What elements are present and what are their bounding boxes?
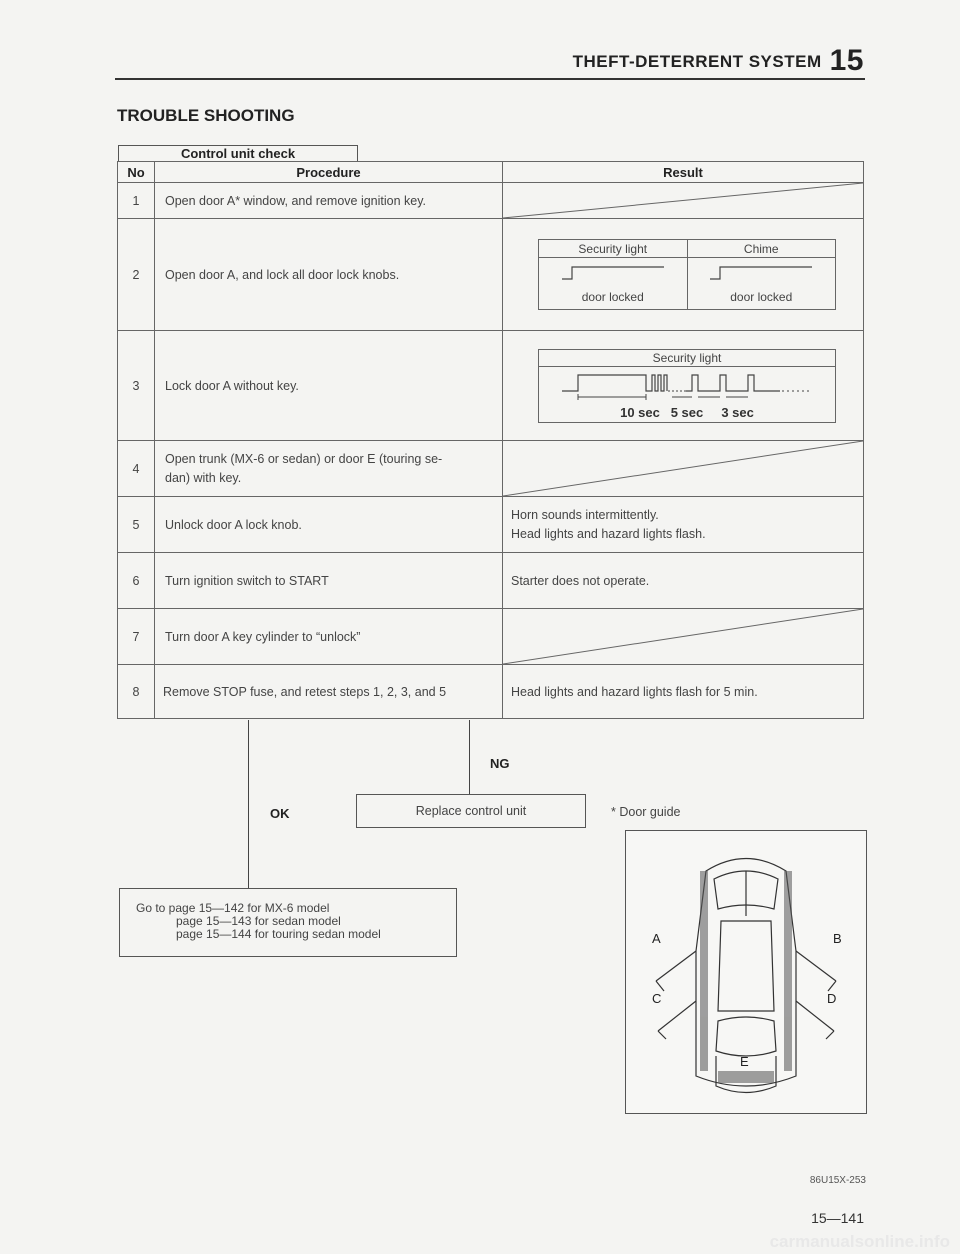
ok-flow-line	[248, 720, 249, 888]
no-result-diagonal	[503, 183, 863, 218]
timing-labels	[539, 405, 835, 420]
row-number: 4	[118, 441, 155, 497]
no-result-diagonal	[503, 441, 863, 496]
ok-label: OK	[270, 806, 290, 821]
header-rule	[115, 78, 865, 80]
pulse-timing-diagram-icon	[542, 369, 832, 403]
row-result: Head lights and hazard lights flash for 5 min.	[503, 665, 864, 719]
watermark-text: carmanualsonline.info	[769, 1232, 950, 1251]
row-number: 6	[118, 553, 155, 609]
table-row	[118, 497, 864, 553]
car-top-view-illustration	[626, 831, 866, 1113]
row-procedure: Open door A* window, and remove ignition key.	[155, 183, 503, 219]
ng-flow-line	[469, 720, 470, 794]
door-label-c: C	[652, 991, 662, 1006]
row-result: Horn sounds intermittently. Head lights and hazard lights flash.	[503, 497, 864, 553]
row-result-empty	[503, 183, 864, 219]
row-result-empty	[503, 609, 864, 665]
timing-3sec: 3 sec	[721, 404, 754, 420]
door-label-d: D	[827, 991, 837, 1006]
door-label-a: A	[652, 931, 661, 946]
door-label-e: E	[740, 1054, 749, 1069]
col-header-result: Result	[503, 162, 864, 183]
table-header-row	[118, 162, 864, 183]
table-row	[118, 183, 864, 219]
table-row	[118, 665, 864, 719]
row-procedure: Remove STOP fuse, and retest steps 1, 2, 3, and 5	[155, 665, 503, 719]
row-number: 1	[118, 183, 155, 219]
row-procedure: Open trunk (MX-6 or sedan) or door E (touring se- dan) with key.	[155, 441, 503, 497]
table-row	[118, 609, 864, 665]
col-header-procedure: Procedure	[155, 162, 503, 183]
no-result-diagonal	[503, 609, 863, 664]
table-row	[118, 219, 864, 331]
row-number: 3	[118, 331, 155, 441]
step-signal-icon	[558, 264, 668, 282]
row-procedure: Open door A, and lock all door lock knobs.	[155, 219, 503, 331]
go-to-page-line: page 15—144 for touring sedan model	[176, 927, 381, 941]
table-row	[118, 553, 864, 609]
row-result: Starter does not operate.	[503, 553, 864, 609]
page-header	[573, 44, 864, 78]
security-chime-table	[538, 239, 836, 310]
section-title: TROUBLE SHOOTING	[117, 106, 295, 125]
timing-5sec: 5 sec	[670, 404, 704, 420]
row-number: 7	[118, 609, 155, 665]
figure-code: 86U15X-253	[809, 1175, 866, 1186]
chime-header: Chime	[687, 240, 836, 258]
row-procedure: Turn ignition switch to START	[155, 553, 503, 609]
door-guide-figure	[625, 830, 867, 1114]
row-result-empty	[503, 441, 864, 497]
table-row	[118, 441, 864, 497]
security-light-header: Security light	[539, 349, 836, 366]
row-number: 5	[118, 497, 155, 553]
security-light-timing-table	[538, 349, 836, 423]
ng-label: NG	[490, 756, 510, 771]
col-header-no: No	[118, 162, 155, 183]
replace-control-unit-box: Replace control unit	[356, 794, 586, 828]
row-number: 8	[118, 665, 155, 719]
timing-10sec: 10 sec	[620, 404, 660, 420]
security-light-header: Security light	[539, 240, 688, 258]
chime-cell	[687, 258, 836, 310]
table-row	[118, 331, 864, 441]
timing-cell	[539, 366, 836, 422]
door-guide-title: * Door guide	[611, 805, 681, 819]
header-title: THEFT-DETERRENT SYSTEM	[572, 52, 822, 71]
go-to-page-box	[119, 888, 457, 957]
row-procedure: Turn door A key cylinder to “unlock”	[155, 609, 503, 665]
row-procedure: Lock door A without key.	[155, 331, 503, 441]
row-result-signals	[503, 219, 864, 331]
security-light-cell	[539, 258, 688, 310]
table-caption: Control unit check	[118, 145, 358, 162]
door-locked-note: door locked	[581, 289, 644, 304]
go-to-page-line: Go to page 15—142 for MX-6 model	[136, 901, 330, 915]
door-locked-note: door locked	[730, 289, 793, 304]
row-result-timing	[503, 331, 864, 441]
page-number: 15—141	[811, 1210, 864, 1226]
chapter-number: 15	[829, 44, 864, 77]
step-signal-icon	[706, 264, 816, 282]
row-procedure: Unlock door A lock knob.	[155, 497, 503, 553]
control-unit-check-table	[117, 161, 864, 719]
row-number: 2	[118, 219, 155, 331]
door-label-b: B	[833, 931, 842, 946]
go-to-page-line: page 15—143 for sedan model	[176, 914, 341, 928]
